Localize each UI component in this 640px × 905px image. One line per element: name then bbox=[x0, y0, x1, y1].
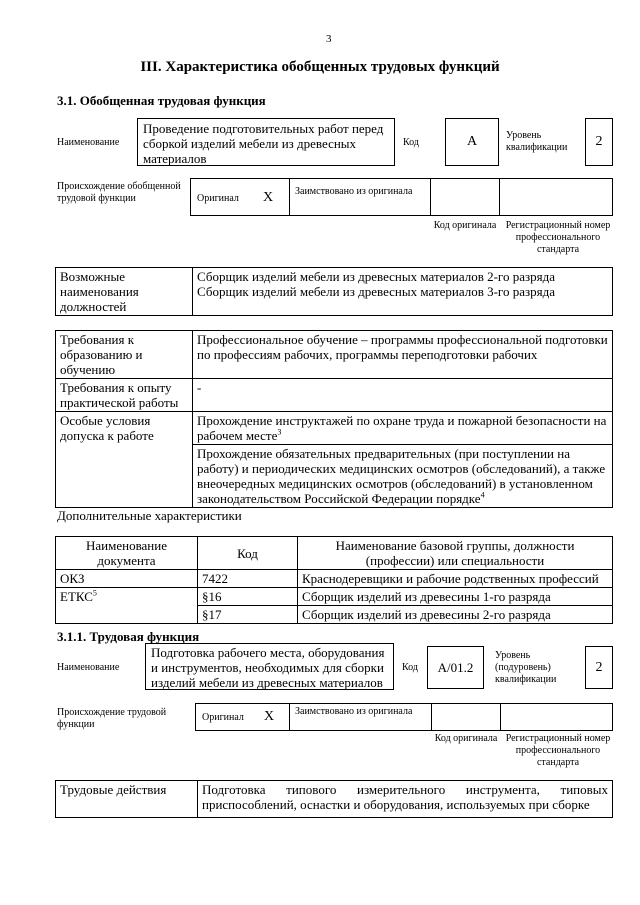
gtf-reg-number-label: Регистрационный номер профессионального стандарта bbox=[505, 220, 611, 255]
footnote-ref-3: 3 bbox=[277, 427, 282, 437]
gtf-orig-code-label: Код оригинала bbox=[433, 220, 497, 231]
tf-name-value: Подготовка рабочего места, оборудования и инструментов, необходимых для сборки изделий мебели из древесных материалов bbox=[151, 645, 385, 690]
footnote-ref-5: 5 bbox=[92, 588, 97, 598]
actions-table bbox=[55, 780, 613, 818]
additional-table bbox=[55, 536, 613, 624]
tf-orig-code-label: Код оригинала bbox=[434, 733, 498, 744]
row-name: Сборщик изделий из древесины 2-го разряда bbox=[298, 606, 613, 624]
gtf-original-label: Оригинал bbox=[197, 193, 239, 204]
footnote-ref-4: 4 bbox=[480, 490, 485, 500]
special-value-1 bbox=[193, 412, 613, 445]
col-code-header: Код bbox=[198, 537, 298, 570]
gtf-code-label: Код bbox=[403, 137, 419, 148]
tf-name-label: Наименование bbox=[57, 662, 120, 673]
experience-label: Требования к опыту практической работы bbox=[56, 379, 193, 412]
gtf-reg-number-cell bbox=[499, 178, 613, 216]
tf-code-value: A/01.2 bbox=[427, 646, 484, 689]
page-number: 3 bbox=[326, 33, 332, 45]
row-name: Сборщик изделий из древесины 1-го разряда bbox=[298, 588, 613, 606]
tf-borrowed-cell bbox=[289, 703, 432, 731]
gtf-original-mark: X bbox=[263, 190, 274, 205]
tf-name-box bbox=[145, 643, 394, 690]
actions-label: Трудовые действия bbox=[56, 781, 198, 818]
positions-table bbox=[55, 267, 613, 316]
tf-borrowed-label: Заимствовано из оригинала bbox=[295, 706, 413, 717]
row-code: 7422 bbox=[198, 570, 298, 588]
gtf-borrowed-label: Заимствовано из оригинала bbox=[295, 186, 413, 197]
gtf-borrowed-cell bbox=[289, 178, 431, 216]
gtf-code-value: A bbox=[445, 118, 499, 166]
row-name: Краснодеревщики и рабочие родственных профессий bbox=[298, 570, 613, 588]
tf-original-mark: X bbox=[264, 709, 275, 724]
tf-reg-number-cell bbox=[500, 703, 613, 731]
positions-label: Возможные наименования должностей bbox=[56, 268, 193, 316]
position-item: Сборщик изделий мебели из древесных материалов 3-го разряда bbox=[197, 284, 555, 299]
section-title: III. Характеристика обобщенных трудовых функций bbox=[140, 59, 500, 75]
row-doc-text: ЕТКС bbox=[60, 589, 93, 604]
education-value: Профессиональное обучение – программы профессиональной подготовки по профессиям рабочих, программы переподготовки рабочих bbox=[193, 331, 613, 379]
additional-heading: Дополнительные характеристики bbox=[57, 508, 242, 523]
col-doc-header: Наименование документа bbox=[56, 537, 198, 570]
gtf-name-label: Наименование bbox=[57, 137, 120, 148]
positions-values bbox=[193, 268, 613, 316]
col-name-header: Наименование базовой группы, должности (профессии) или специальности bbox=[298, 537, 613, 570]
row-code: §17 bbox=[198, 606, 298, 624]
actions-value: Подготовка типового измерительного инструмента, типовых приспособлений, оснастки и оборудования, используемых при сборке bbox=[198, 781, 613, 818]
special-text-1: Прохождение инструктажей по охране труда и пожарной безопасности на рабочем месте bbox=[197, 413, 607, 443]
row-code: §16 bbox=[198, 588, 298, 606]
tf-level-value: 2 bbox=[585, 646, 613, 689]
gtf-orig-code-cell bbox=[430, 178, 500, 216]
gtf-level-value: 2 bbox=[585, 118, 613, 166]
tf-orig-code-cell bbox=[431, 703, 501, 731]
special-label: Особые условия допуска к работе bbox=[56, 412, 193, 508]
requirements-table bbox=[55, 330, 613, 508]
experience-value: - bbox=[193, 379, 613, 412]
gtf-level-label: Уровень квалификации bbox=[506, 130, 568, 153]
row-doc bbox=[56, 588, 198, 624]
gtf-name-box bbox=[137, 118, 395, 166]
position-item: Сборщик изделий мебели из древесных материалов 2-го разряда bbox=[197, 269, 555, 284]
special-text-2: Прохождение обязательных предварительных (при поступлении на работу) и периодических медицинских осмотров (обследований), а также внеочередных медицинских осмотров (обследований) в установленном законодательством Российской Федерации порядке bbox=[197, 446, 606, 506]
gtf-original-cell bbox=[190, 178, 290, 216]
tf-original-cell bbox=[195, 703, 290, 731]
tf-original-label: Оригинал bbox=[202, 712, 244, 723]
tf-code-label: Код bbox=[402, 662, 418, 673]
tf-level-label: Уровень (подуровень) квалификации bbox=[495, 650, 557, 685]
tf-origin-label: Происхождение трудовой функции bbox=[57, 707, 167, 730]
education-label: Требования к образованию и обучению bbox=[56, 331, 193, 379]
gtf-heading: 3.1. Обобщенная трудовая функция bbox=[57, 93, 266, 108]
special-value-2 bbox=[193, 445, 613, 508]
table-row bbox=[56, 588, 613, 606]
gtf-origin-label: Происхождение обобщенной трудовой функции bbox=[57, 181, 181, 204]
table-row bbox=[56, 570, 613, 588]
tf-reg-number-label: Регистрационный номер профессионального стандарта bbox=[505, 733, 611, 768]
tf-heading: 3.1.1. Трудовая функция bbox=[57, 629, 200, 644]
row-doc: ОКЗ bbox=[56, 570, 198, 588]
gtf-name-value: Проведение подготовительных работ перед сборкой изделий мебели из древесных материалов bbox=[143, 121, 384, 166]
